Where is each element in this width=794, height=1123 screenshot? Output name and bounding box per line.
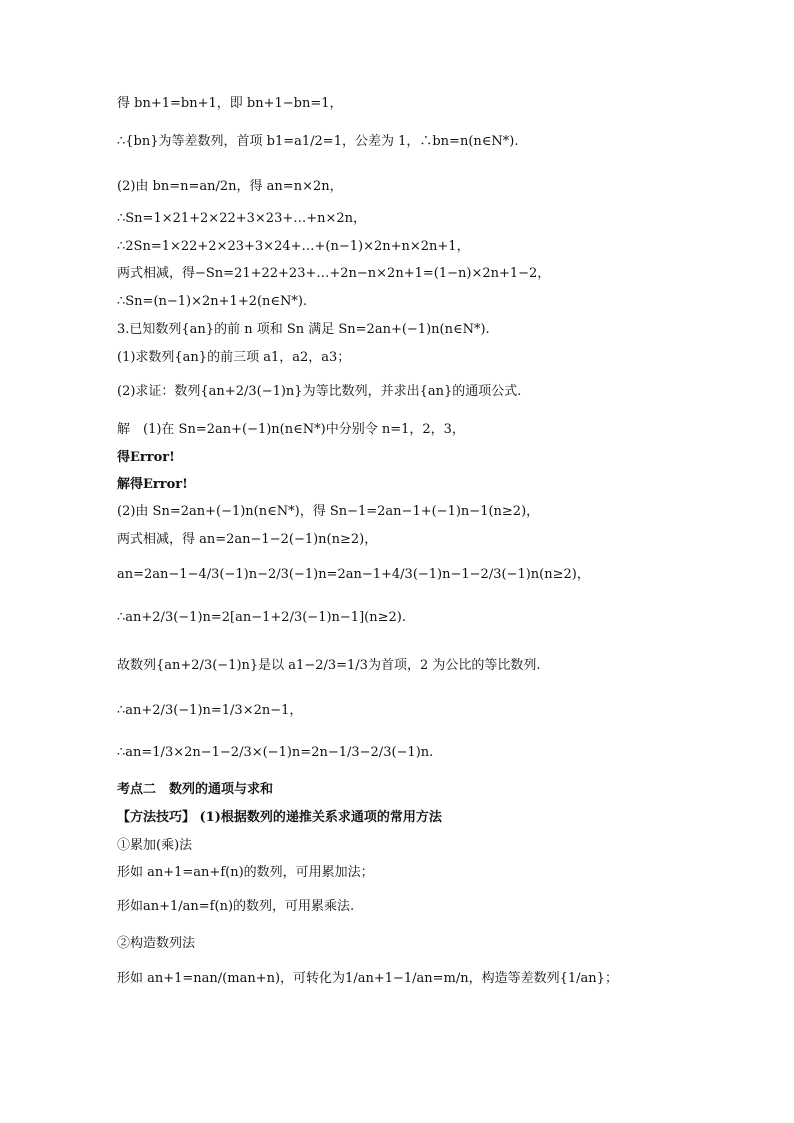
text-line: ∴an=1/3×2n−1−2/3×(−1)n=2n−1/3−2/3(−1)n. [117, 745, 434, 760]
text-line: (2)由 Sn=2an+(−1)n(n∈N*)，得 Sn−1=2an−1+(−1)n−1(n≥2)， [117, 504, 540, 519]
section-heading: 考点二 数列的通项与求和 [117, 782, 274, 797]
text-line: ∴Sn=1×21+2×22+3×23+…+n×2n， [117, 211, 367, 226]
text-line: ∴2Sn=1×22+2×23+3×24+…+(n−1)×2n+n×2n+1， [117, 239, 470, 254]
text-line: ①累加(乘)法 [117, 838, 193, 853]
text-line: ②构造数列法 [117, 936, 196, 951]
text-line: (2)求证：数列{an+2/3(−1)n}为等比数列，并求出{an}的通项公式. [117, 384, 522, 399]
text-line: 形如an+1/an=f(n)的数列，可用累乘法. [117, 899, 355, 914]
text-line: (1)求数列{an}的前三项 a1，a2，a3； [117, 350, 351, 365]
text-line: 两式相减，得−Sn=21+22+23+…+2n−n×2n+1=(1−n)×2n+1−2， [117, 266, 551, 281]
text-line: ∴Sn=(n−1)×2n+1+2(n∈N*). [117, 294, 308, 309]
solution-line: 解 (1)在 Sn=2an+(−1)n(n∈N*)中分别令 n=1，2，3， [117, 422, 465, 437]
text-line: 得Error! [117, 450, 175, 465]
text-line: (2)由 bn=n=an/2n，得 an=n×2n， [117, 179, 343, 194]
text-line: 两式相减，得 an=2an−1−2(−1)n(n≥2)， [117, 532, 378, 547]
text-line: 解得Error! [117, 477, 188, 492]
method-heading: 【方法技巧】 (1)根据数列的递推关系求通项的常用方法 [117, 810, 442, 825]
text-line: 形如 an+1=an+f(n)的数列，可用累加法； [117, 865, 374, 880]
text-line: ∴an+2/3(−1)n=2[an−1+2/3(−1)n−1](n≥2). [117, 610, 406, 625]
text-line: ∴an+2/3(−1)n=1/3×2n−1， [117, 703, 303, 718]
text-line: 形如 an+1=nan/(man+n)，可转化为1/an+1−1/an=m/n，构造等差数列{1/an}； [117, 971, 618, 986]
text-line: 故数列{an+2/3(−1)n}是以 a1−2/3=1/3为首项，2 为公比的等比数列. [117, 658, 541, 673]
question-stem: 3.已知数列{an}的前 n 项和 Sn 满足 Sn=2an+(−1)n(n∈N*). [117, 322, 490, 337]
text-line: ∴{bn}为等差数列，首项 b1=a1/2=1，公差为 1，∴bn=n(n∈N*). [117, 134, 519, 149]
text-line: an=2an−1−4/3(−1)n−2/3(−1)n=2an−1+4/3(−1)n−1−2/3(−1)n(n≥2)， [117, 567, 590, 582]
text-line: 得 bn+1=bn+1，即 bn+1−bn=1， [117, 96, 343, 111]
